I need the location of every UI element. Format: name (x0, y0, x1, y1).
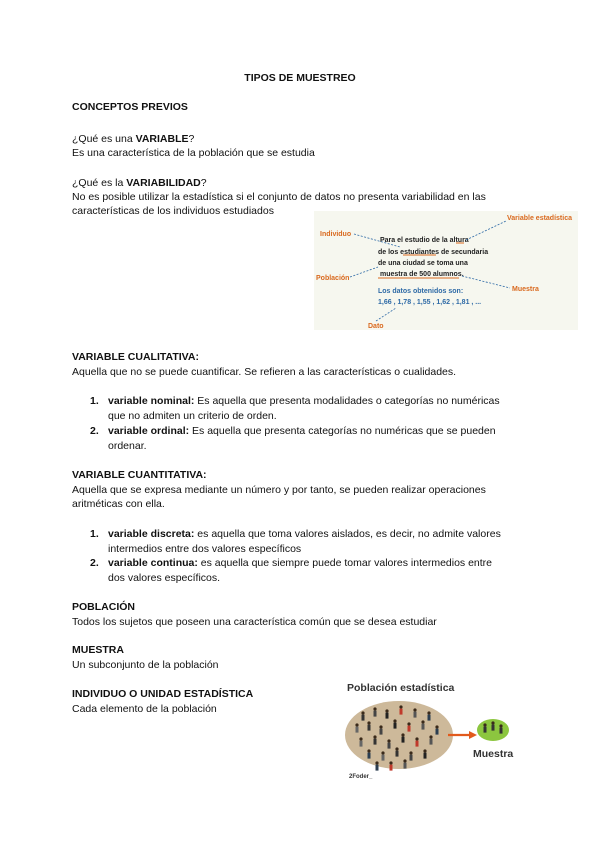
list-number: 2. (90, 425, 99, 437)
question-text: ¿Qué es una (72, 133, 136, 145)
person-icon (375, 761, 378, 770)
variable-diagram-svg (314, 211, 578, 330)
person-icon (407, 722, 410, 731)
label-variable-estadistica: Variable estadística (507, 215, 572, 222)
section-heading-cualitativa: VARIABLE CUALITATIVA: (72, 351, 199, 363)
diagram-text-line3: de una ciudad se toma una (378, 260, 468, 267)
person-icon (401, 733, 404, 742)
arrow-head-icon (469, 731, 477, 739)
person-icon (381, 751, 384, 760)
person-icon (367, 749, 370, 758)
arrow-poblacion (350, 267, 378, 277)
list-item-continuation: dos valores específicos. (108, 572, 221, 584)
person-icon (355, 723, 358, 732)
arrow-dato (376, 308, 396, 321)
figure-poblacion-muestra (331, 669, 535, 786)
diagram-text-line5: Los datos obtenidos son: (378, 288, 464, 295)
person-icon (389, 761, 392, 770)
person-icon (421, 720, 424, 729)
person-icon (409, 751, 412, 760)
figure-logo: 2Foder_ (349, 774, 373, 780)
list-term: variable ordinal: (108, 425, 190, 437)
question-variabilidad (72, 176, 207, 190)
list-text: Es aquella que presenta modalidades o categorías no numéricas (194, 395, 500, 407)
list-term: variable continua: (108, 557, 198, 569)
question-term: VARIABILIDAD (126, 177, 201, 189)
person-icon (499, 724, 502, 733)
person-icon (361, 711, 364, 720)
list-text: Es aquella que presenta categorías no numéricas que se pueden (189, 425, 496, 437)
list-item-continuation: ordenar. (108, 440, 147, 452)
cualitativa-description: Aquella que no se puede cuantificar. Se refieren a las características o cualidades. (72, 366, 457, 378)
list-term: variable nominal: (108, 395, 195, 407)
label-individuo: Individuo (320, 231, 352, 238)
cuantitativa-description-line2: aritméticas con ella. (72, 498, 165, 510)
population-ellipse (345, 701, 453, 769)
figure-title: Población estadística (347, 682, 455, 694)
person-icon (387, 739, 390, 748)
label-dato: Dato (368, 323, 384, 330)
question-term: VARIABLE (135, 133, 189, 145)
diagram-text-line4: muestra de 500 alumnos. (380, 271, 464, 278)
section-heading-muestra: MUESTRA (72, 644, 124, 656)
person-icon (483, 723, 486, 732)
person-icon (415, 737, 418, 746)
diagram-text-line2: de los estudiantes de secundaria (378, 249, 489, 256)
list-item (90, 424, 496, 439)
list-item-continuation: que no admiten un criterio de orden. (108, 410, 277, 422)
muestra-description: Un subconjunto de la población (72, 659, 219, 671)
person-icon (385, 709, 388, 718)
person-icon (379, 725, 382, 734)
question-variable (72, 132, 194, 146)
person-icon (423, 749, 426, 758)
list-term: variable discreta: (108, 528, 195, 540)
section-heading-conceptos: CONCEPTOS PREVIOS (72, 101, 188, 113)
person-icon (373, 707, 376, 716)
diagram-text-line6: 1,66 , 1,78 , 1,55 , 1,62 , 1,81 , ... (378, 299, 482, 306)
question-text: ¿Qué es la (72, 177, 127, 189)
page-title: TIPOS DE MUESTREO (244, 72, 356, 84)
arrow-muestra (462, 276, 510, 288)
answer-variabilidad-line2: características de los individuos estudiados (72, 205, 274, 217)
answer-variable: Es una característica de la población que se estudia (72, 147, 315, 159)
answer-variabilidad-line1: No es posible utilizar la estadística si el conjunto de datos no presenta variabilidad en las (72, 191, 486, 203)
cuantitativa-description-line1: Aquella que se expresa mediante un número y por tanto, se pueden realizar operaciones (72, 484, 486, 496)
person-icon (491, 721, 494, 730)
person-icon (403, 759, 406, 768)
list-text: es aquella que siempre puede tomar valores intermedios entre (197, 557, 493, 569)
figure-muestra-label: Muestra (473, 748, 514, 760)
person-icon (427, 711, 430, 720)
individuo-description: Cada elemento de la población (72, 703, 217, 715)
person-icon (367, 721, 370, 730)
list-number: 2. (90, 557, 99, 569)
person-icon (395, 747, 398, 756)
person-icon (393, 719, 396, 728)
poblacion-illustration-svg (331, 669, 535, 786)
question-mark: ? (188, 133, 195, 145)
label-muestra: Muestra (512, 286, 539, 293)
list-item (90, 556, 492, 571)
list-number: 1. (90, 395, 99, 407)
list-number: 1. (90, 528, 99, 540)
person-icon (413, 708, 416, 717)
list-text: es aquella que toma valores aislados, es decir, no admite valores (194, 528, 501, 540)
list-item (90, 527, 501, 542)
arrow-variable (466, 221, 506, 240)
question-mark: ? (200, 177, 207, 189)
section-heading-individuo: INDIVIDUO O UNIDAD ESTADÍSTICA (72, 688, 254, 700)
person-icon (399, 705, 402, 714)
person-icon (429, 735, 432, 744)
figure-variable-diagram (314, 211, 578, 330)
diagram-text-line1: Para el estudio de la altura (380, 237, 469, 244)
list-item (90, 394, 500, 409)
person-icon (373, 735, 376, 744)
list-item-continuation: intermedios entre dos valores específicos (108, 543, 302, 555)
person-icon (435, 725, 438, 734)
label-poblacion: Población (316, 275, 350, 282)
section-heading-cuantitativa: VARIABLE CUANTITATIVA: (72, 469, 207, 481)
section-heading-poblacion: POBLACIÓN (72, 601, 135, 613)
person-icon (359, 737, 362, 746)
poblacion-description: Todos los sujetos que poseen una característica común que se desea estudiar (72, 616, 437, 628)
